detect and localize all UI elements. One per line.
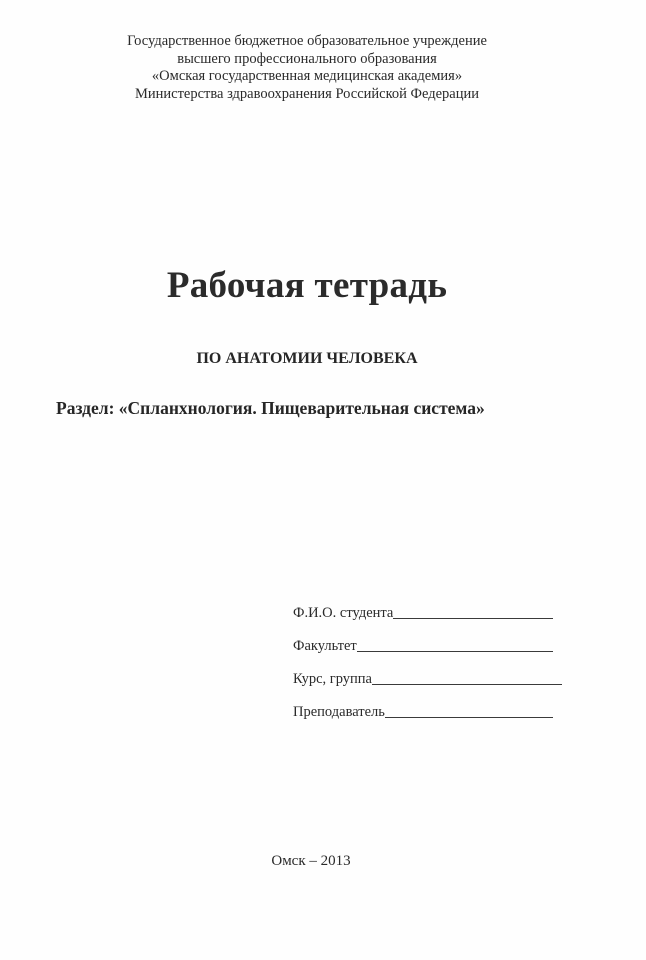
field-teacher [293, 697, 583, 721]
header-line: Государственное бюджетное образовательное учреждение [127, 33, 487, 49]
blank-line [393, 604, 553, 619]
field-faculty [293, 631, 583, 655]
document-title: Рабочая тетрадь [166, 265, 448, 306]
header-line: «Омская государственная медицинская академия» [151, 68, 463, 84]
institution-header [0, 33, 614, 103]
blank-line [372, 670, 562, 685]
field-label: Преподаватель [293, 704, 385, 720]
blank-line [357, 637, 553, 652]
blank-line [385, 703, 553, 718]
section-heading: Раздел: «Спланхнология. Пищеварительная система» [56, 398, 485, 418]
field-label: Факультет [293, 638, 357, 654]
field-label: Курс, группа [293, 671, 372, 687]
field-course-group [293, 664, 583, 688]
city-year: Омск – 2013 [271, 853, 351, 869]
field-student-name [293, 598, 583, 622]
student-info-form [293, 598, 583, 730]
document-subtitle: ПО АНАТОМИИ ЧЕЛОВЕКА [196, 350, 418, 367]
field-label: Ф.И.О. студента [293, 605, 394, 621]
header-line: Министерства здравоохранения Российской Федерации [134, 85, 480, 102]
header-line: высшего профессионального образования [177, 50, 437, 67]
